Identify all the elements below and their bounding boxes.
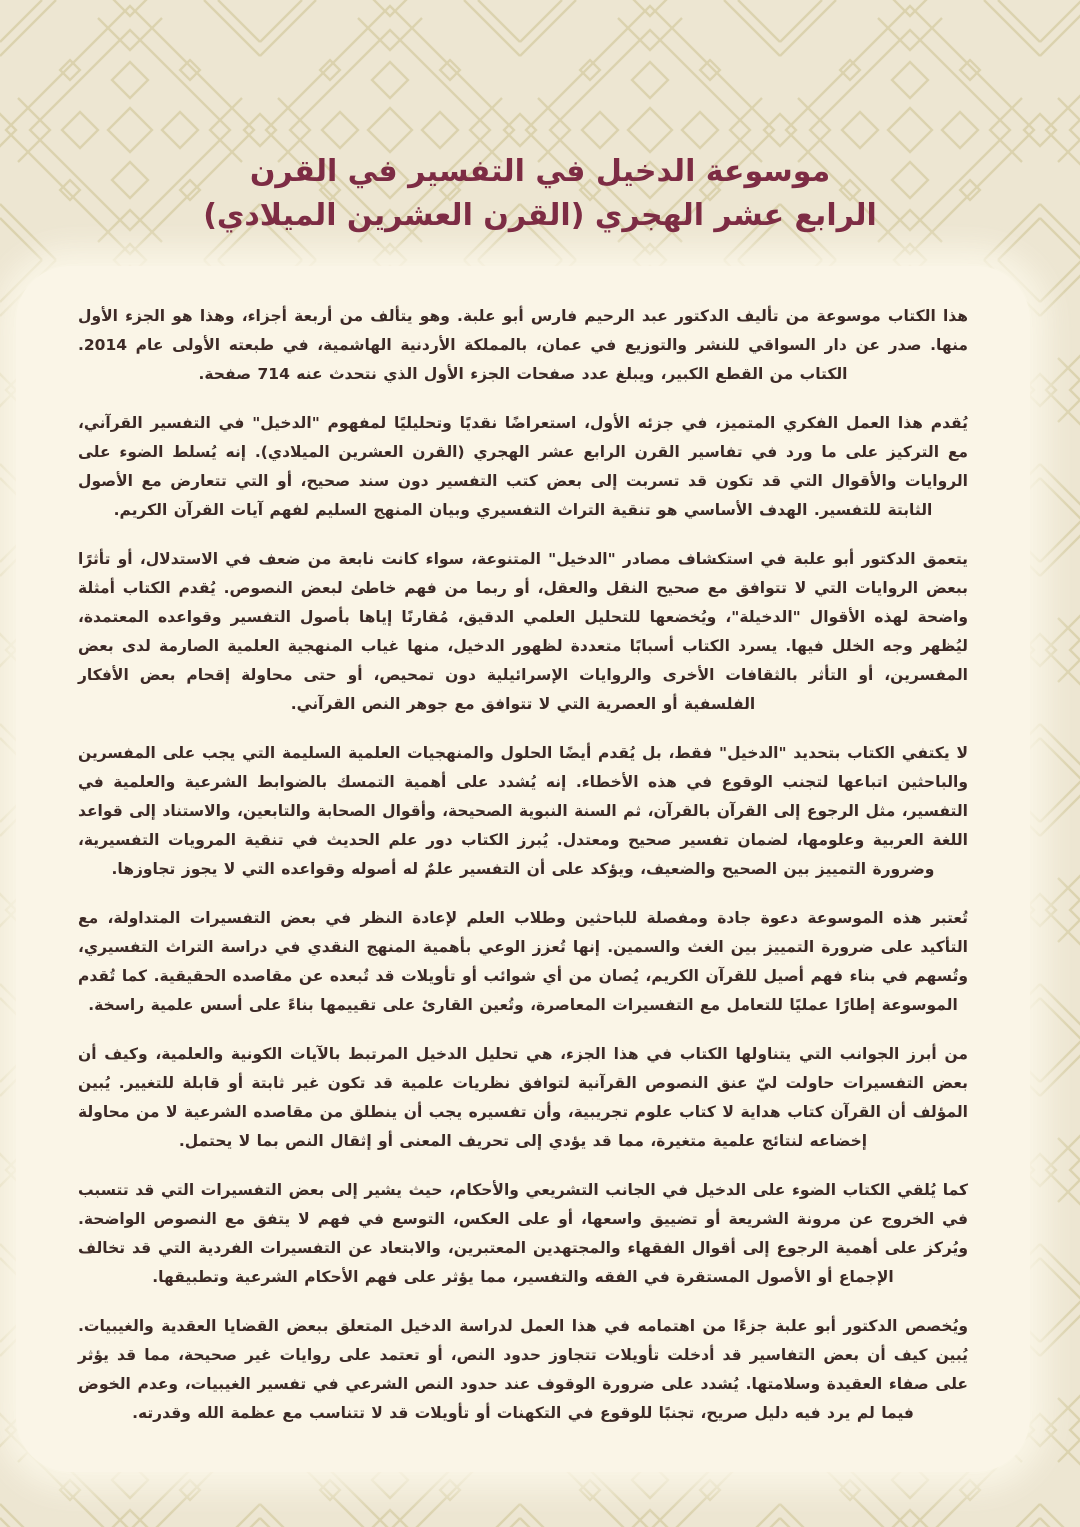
paragraph-work-presentation: يُقدم هذا العمل الفكري المتميز، في جزئه الأول، استعراضًا نقديًا وتحليليًا لمفهوم "الدخيل" في التفسير القرآني، مع التركيز على ما ورد في تفاسير القرن الرابع عشر الهجري (القرن العشرين الميلادي). إنه يُسلط الضوء على الروايات والأقوال التي قد تكون قد تسربت إلى بعض كتب التفسير دون سند صحيح، أو التي تتعارض مع الأصول الثابتة للتفسير. الهدف الأساسي هو تنقية التراث التفسيري وبيان المنهج السليم لفهم آيات القرآن الكريم. (78, 414, 968, 519)
content-card (16, 266, 1030, 1472)
paragraph-book-overview: هذا الكتاب موسوعة من تأليف الدكتور عبد الرحيم فارس أبو علبة. وهو يتألف من أربعة أجزاء، وهذا هو الجزء الأول منها. صدر عن دار السواقي للنشر والتوزيع في عمان، بالمملكة الأردنية الهاشمية، في طبعته الأولى عام 2014. الكتاب من القطع الكبير، ويبلغ عدد صفحات الجزء الأول الذي نتحدث عنه 714 صفحة. (78, 307, 968, 383)
book-title (0, 150, 1080, 237)
paragraph-creed-unseen: ويُخصص الدكتور أبو علبة جزءًا من اهتمامه في هذا العمل لدراسة الدخيل المتعلق ببعض القضايا العقدية والغيبيات. يُبين كيف أن بعض التفاسير قد أدخلت تأويلات تتجاوز حدود النص، أو تعتمد على روايات غير صحيحة، مما قد يؤثر على صفاء العقيدة وسلامتها. يُشدد على ضرورة الوقوف عند حدود النص الشرعي في تفسير الغيبيات، وعدم الخوض فيما لم يرد فيه دليل صريح، تجنبًا للوقوع في التكهنات أو تأويلات قد لا تتناسب مع عظمة الله وقدرته. (78, 1317, 968, 1422)
book-title-line1: موسوعة الدخيل في التفسير في القرن (249, 154, 831, 189)
book-review-text (78, 302, 968, 1428)
paragraph-legislative-aspect: كما يُلقي الكتاب الضوء على الدخيل في الجانب التشريعي والأحكام، حيث يشير إلى بعض التفسيرات التي قد تتسبب في الخروج عن مرونة الشريعة أو تضييق واسعها، أو على العكس، التوسع في فهم لا يتفق مع النصوص الواضحة. ويُركز على أهمية الرجوع إلى أقوال الفقهاء والمجتهدين المعتبرين، والابتعاد عن التفسيرات الفردية التي قد تخالف الإجماع أو الأصول المستقرة في الفقه والتفسير، مما يؤثر على فهم الأحكام الشرعية وتطبيقها. (78, 1181, 968, 1286)
paragraph-dakheel-sources: يتعمق الدكتور أبو علبة في استكشاف مصادر "الدخيل" المتنوعة، سواء كانت نابعة من ضعف في الاستدلال، أو تأثرًا ببعض الروايات التي لا تتوافق مع صحيح النقل والعقل، أو ربما من فهم خاطئ لبعض النصوص. يُقدم الكتاب أمثلة واضحة لهذه الأقوال "الدخيلة"، ويُخضعها للتحليل العلمي الدقيق، مُقارنًا إياها بأصول التفسير وقواعده المعتمدة، ليُظهر وجه الخلل فيها. يسرد الكتاب أسبابًا متعددة لظهور الدخيل، منها غياب المنهجية العلمية الصارمة لدى بعض المفسرين، أو التأثر بالثقافات الأخرى والروايات الإسرائيلية دون تمحيص، أو حتى محاولة إقحام بعض الأفكار الفلسفية أو العصرية التي لا تتوافق مع جوهر النص القرآني. (78, 550, 968, 713)
paragraph-encyclopedia-value: تُعتبر هذه الموسوعة دعوة جادة ومفصلة للباحثين وطلاب العلم لإعادة النظر في بعض التفسيرات المتداولة، مع التأكيد على ضرورة التمييز بين الغث والسمين. إنها تُعزز الوعي بأهمية المنهج النقدي في دراسة التراث التفسيري، وتُسهم في بناء فهم أصيل للقرآن الكريم، يُصان من أي شوائب أو تأويلات قد تُبعده عن مقاصده الحقيقية. كما تُقدم الموسوعة إطارًا عمليًا للتعامل مع التفسيرات المعاصرة، وتُعين القارئ على تقييمها بناءً على أسس علمية راسخة. (78, 909, 968, 1014)
book-title-line2: الرابع عشر الهجري (القرن العشرين الميلادي) (203, 197, 877, 233)
paragraph-cosmic-verses: من أبرز الجوانب التي يتناولها الكتاب في هذا الجزء، هي تحليل الدخيل المرتبط بالآيات الكونية والعلمية، وكيف أن بعض التفسيرات حاولت ليّ عنق النصوص القرآنية لتوافق نظريات علمية قد تكون غير ثابتة أو قابلة للتغيير. يُبين المؤلف أن القرآن كتاب هداية لا كتاب علوم تجريبية، وأن تفسيره يجب أن ينطلق من مقاصده الشرعية لا من محاولة إخضاعه لنتائج علمية متغيرة، مما قد يؤدي إلى تحريف المعنى أو إثقال النص بما لا يحتمل. (78, 1045, 968, 1150)
paragraph-solutions-methods: لا يكتفي الكتاب بتحديد "الدخيل" فقط، بل يُقدم أيضًا الحلول والمنهجيات العلمية السليمة التي يجب على المفسرين والباحثين اتباعها لتجنب الوقوع في هذه الأخطاء. إنه يُشدد على أهمية التمسك بالضوابط الشرعية والعلمية في التفسير، مثل الرجوع إلى القرآن بالقرآن، ثم السنة النبوية الصحيحة، وأقوال الصحابة والتابعين، والاستناد إلى قواعد اللغة العربية وعلومها، لضمان تفسير صحيح ومعتدل. يُبرز الكتاب دور علم الحديث في تنقية المرويات التفسيرية، وضرورة التمييز بين الصحيح والضعيف، ويؤكد على أن التفسير علمٌ له أصوله وقواعده التي لا يجوز تجاوزها. (78, 744, 968, 878)
